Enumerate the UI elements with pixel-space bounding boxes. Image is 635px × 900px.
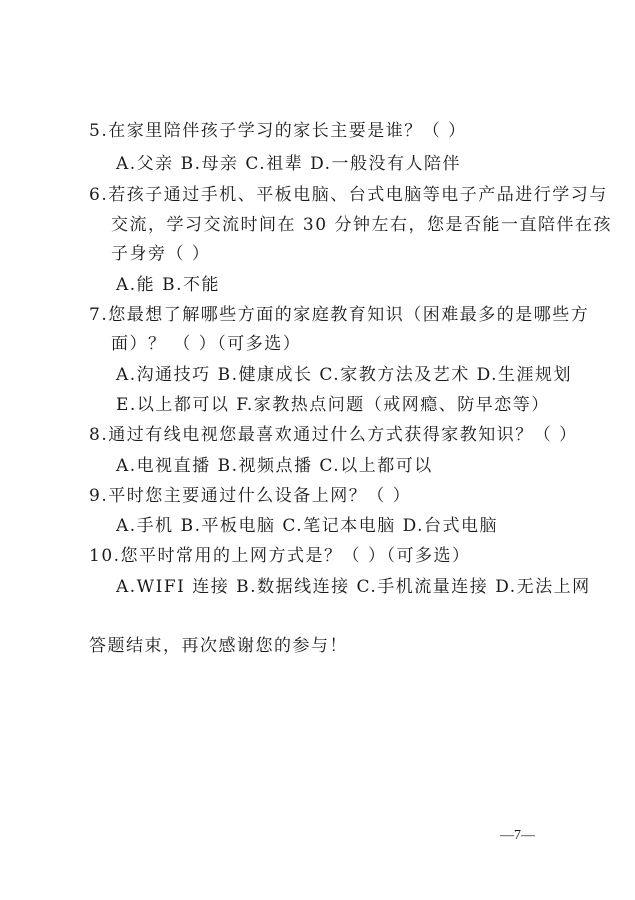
question-6-line-3: 子身旁（ ） — [111, 244, 211, 264]
question-8-options: A.电视直播 B.视频点播 C.以上都可以 — [116, 456, 433, 476]
question-9-options: A.手机 B.平板电脑 C.笔记本电脑 D.台式电脑 — [116, 516, 499, 536]
question-6: 6.若孩子通过手机、平板电脑、台式电脑等电子产品进行学习与 — [89, 185, 608, 205]
question-7-line-2: 面）？ （ ）（可多选） — [111, 334, 302, 354]
question-9: 9.平时您主要通过什么设备上网？（ ） — [89, 486, 412, 506]
question-10-options: A.WIFI 连接 B.数据线连接 C.手机流量连接 D.无法上网 — [116, 577, 591, 597]
page-number: —7— — [500, 828, 535, 843]
question-6-options: A.能 B.不能 — [116, 275, 220, 295]
question-7-options-1: A.沟通技巧 B.健康成长 C.家教方法及艺术 D.生涯规划 — [116, 365, 573, 385]
question-7: 7.您最想了解哪些方面的家庭教育知识（困难最多的是哪些方 — [89, 305, 590, 325]
question-5-options: A.父亲 B.母亲 C.祖辈 D.一般没有人陪伴 — [116, 154, 462, 174]
question-7-options-2: E.以上都可以 F.家教热点问题（戒网瘾、防早恋等） — [116, 395, 550, 415]
question-8: 8.通过有线电视您最喜欢通过什么方式获得家教知识？（ ） — [89, 425, 578, 445]
question-6-line-2: 交流，学习交流时间在 30 分钟左右，您是否能一直陪伴在孩 — [111, 215, 612, 235]
question-10: 10.您平时常用的上网方式是？（ ）（可多选） — [89, 546, 471, 566]
question-5: 5.在家里陪伴孩子学习的家长主要是谁？（ ） — [89, 121, 467, 141]
closing-text: 答题结束，再次感谢您的参与！ — [89, 636, 348, 656]
